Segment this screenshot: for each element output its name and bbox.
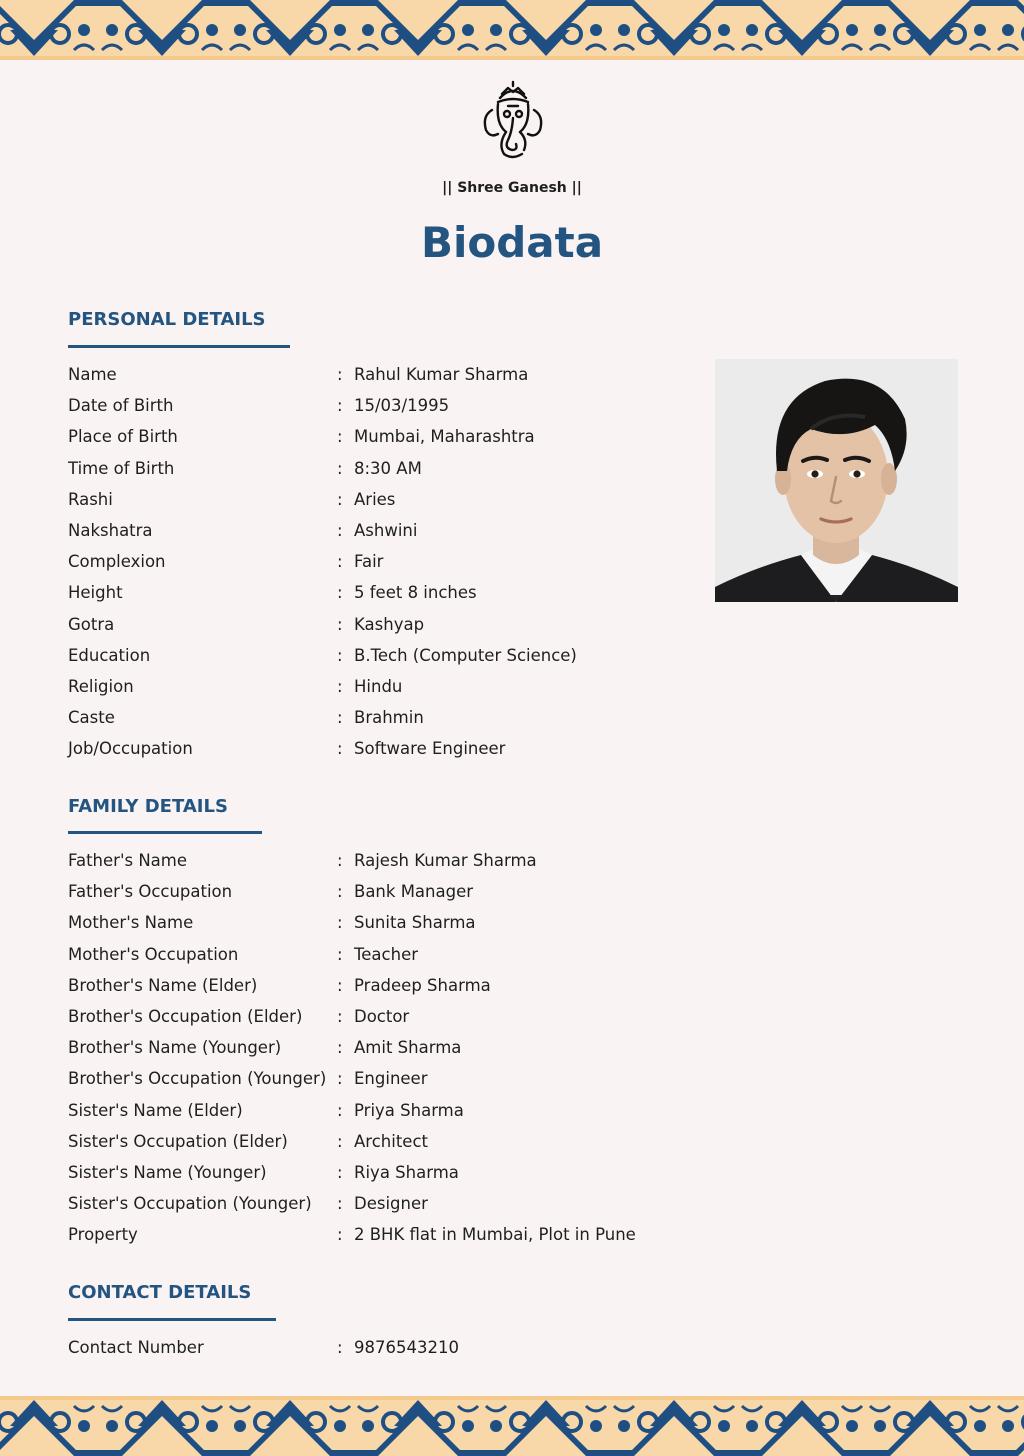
family-detail-row [68,1032,688,1063]
family-detail-label: Sister's Name (Elder) [68,1100,243,1120]
family-detail-row [68,1219,688,1250]
personal-detail-separator: : [337,458,343,478]
contact-details-rule [68,1318,276,1321]
family-detail-value: Teacher [354,944,419,964]
personal-detail-value: 5 feet 8 inches [354,583,477,603]
family-detail-label: Father's Name [68,851,188,870]
family-detail-value: Doctor [354,1006,410,1026]
page-title: Biodata [420,218,604,267]
profile-photo-illustration [715,359,958,602]
family-details-heading: FAMILY DETAILS [68,796,228,817]
personal-detail-label: Rashi [68,489,113,509]
personal-details-list [68,359,688,764]
family-detail-separator: : [337,975,343,995]
personal-detail-label: Height [68,583,123,603]
family-detail-label: Property [68,1225,138,1245]
personal-detail-value: Aries [354,489,396,509]
personal-detail-row [68,484,688,515]
personal-detail-row [68,609,688,640]
family-detail-label: Mother's Name [68,913,194,933]
personal-detail-row [68,671,688,702]
family-details-rule [68,831,262,834]
family-detail-label: Brother's Occupation (Younger) [68,1069,327,1089]
personal-detail-label: Caste [68,708,115,728]
family-detail-value: Designer [354,1194,428,1214]
family-detail-value: Pradeep Sharma [354,975,491,995]
personal-detail-separator: : [337,676,343,696]
family-detail-row [68,1095,688,1126]
personal-detail-value: Hindu [354,676,403,696]
family-details-list [68,845,688,1250]
contact-detail-separator: : [337,1338,343,1357]
family-detail-label: Father's Occupation [68,882,233,902]
personal-detail-separator: : [337,583,343,603]
personal-detail-separator: : [337,708,343,728]
invocation-text: || Shree Ganesh || [442,180,582,196]
family-detail-separator: : [337,1131,343,1151]
personal-detail-separator: : [337,552,343,572]
family-detail-value: Priya Sharma [354,1100,464,1120]
personal-detail-row [68,546,688,577]
family-detail-label: Sister's Name (Younger) [68,1162,267,1182]
personal-detail-label: Job/Occupation [68,739,193,759]
family-detail-separator: : [337,1038,343,1058]
contact-details-heading: CONTACT DETAILS [68,1282,252,1303]
family-detail-value: Rajesh Kumar Sharma [354,851,537,870]
personal-detail-separator: : [337,427,343,447]
family-detail-separator: : [337,851,343,870]
personal-detail-label: Place of Birth [68,427,178,447]
family-detail-value: Architect [354,1131,428,1151]
family-detail-value: Amit Sharma [354,1038,462,1058]
family-detail-row [68,907,688,938]
contact-detail-row [68,1332,688,1363]
family-detail-label: Sister's Occupation (Elder) [68,1131,288,1151]
personal-detail-row [68,359,688,390]
family-detail-row [68,845,688,876]
personal-detail-row [68,421,688,452]
personal-detail-label: Education [68,645,151,665]
personal-detail-value: Ashwini [354,520,418,540]
personal-detail-label: Religion [68,676,134,696]
personal-detail-separator: : [337,489,343,509]
family-detail-value: 2 BHK flat in Mumbai, Plot in Pune [354,1225,636,1245]
personal-detail-value: Mumbai, Maharashtra [354,427,535,447]
personal-detail-row [68,640,688,671]
family-detail-separator: : [337,882,343,902]
personal-detail-row [68,515,688,546]
personal-detail-separator: : [337,520,343,540]
personal-detail-value: Kashyap [354,614,425,634]
family-detail-row [68,1157,688,1188]
contact-detail-label: Contact Number [68,1338,204,1357]
family-detail-label: Brother's Occupation (Elder) [68,1006,303,1026]
family-detail-separator: : [337,1194,343,1214]
personal-detail-row [68,577,688,608]
personal-detail-value: B.Tech (Computer Science) [354,645,577,665]
personal-detail-row [68,733,688,764]
personal-detail-label: Name [68,365,117,384]
family-detail-label: Brother's Name (Younger) [68,1038,282,1058]
personal-detail-row [68,390,688,421]
personal-detail-value: Rahul Kumar Sharma [354,365,529,384]
family-detail-row [68,1063,688,1094]
personal-detail-value: Brahmin [354,708,424,728]
personal-detail-label: Gotra [68,614,115,634]
personal-detail-label: Complexion [68,552,166,572]
family-detail-value: Engineer [354,1069,428,1089]
family-detail-label: Brother's Name (Elder) [68,975,258,995]
personal-detail-label: Nakshatra [68,520,153,540]
bottom-floral-border [0,1396,1024,1456]
contact-details-list [68,1332,688,1363]
top-floral-pattern [0,0,1024,60]
bottom-floral-pattern [0,1396,1024,1456]
personal-details-heading: PERSONAL DETAILS [68,309,266,330]
family-detail-separator: : [337,1006,343,1026]
family-detail-row [68,876,688,907]
family-detail-separator: : [337,913,343,933]
family-detail-value: Sunita Sharma [354,913,476,933]
personal-detail-value: Fair [354,552,384,572]
personal-detail-value: Software Engineer [354,739,506,759]
contact-detail-value: 9876543210 [354,1338,459,1357]
family-detail-separator: : [337,944,343,964]
personal-detail-value: 15/03/1995 [354,396,450,416]
personal-detail-separator: : [337,645,343,665]
family-detail-row [68,1126,688,1157]
personal-detail-separator: : [337,396,343,416]
personal-detail-row [68,453,688,484]
family-detail-row [68,1001,688,1032]
family-detail-value: Bank Manager [354,882,474,902]
personal-detail-label: Time of Birth [68,458,175,478]
ganesh-icon [478,80,548,162]
family-detail-row [68,970,688,1001]
personal-detail-separator: : [337,739,343,759]
family-detail-label: Sister's Occupation (Younger) [68,1194,312,1214]
profile-photo [715,359,958,602]
family-detail-separator: : [337,1162,343,1182]
top-floral-border [0,0,1024,60]
family-detail-row [68,939,688,970]
personal-detail-row [68,702,688,733]
personal-detail-value: 8:30 AM [354,458,422,478]
family-detail-row [68,1188,688,1219]
family-detail-separator: : [337,1069,343,1089]
family-detail-value: Riya Sharma [354,1162,459,1182]
personal-detail-label: Date of Birth [68,396,174,416]
personal-details-rule [68,345,290,348]
family-detail-label: Mother's Occupation [68,944,239,964]
family-detail-separator: : [337,1100,343,1120]
personal-detail-separator: : [337,365,343,384]
personal-detail-separator: : [337,614,343,634]
family-detail-separator: : [337,1225,343,1245]
